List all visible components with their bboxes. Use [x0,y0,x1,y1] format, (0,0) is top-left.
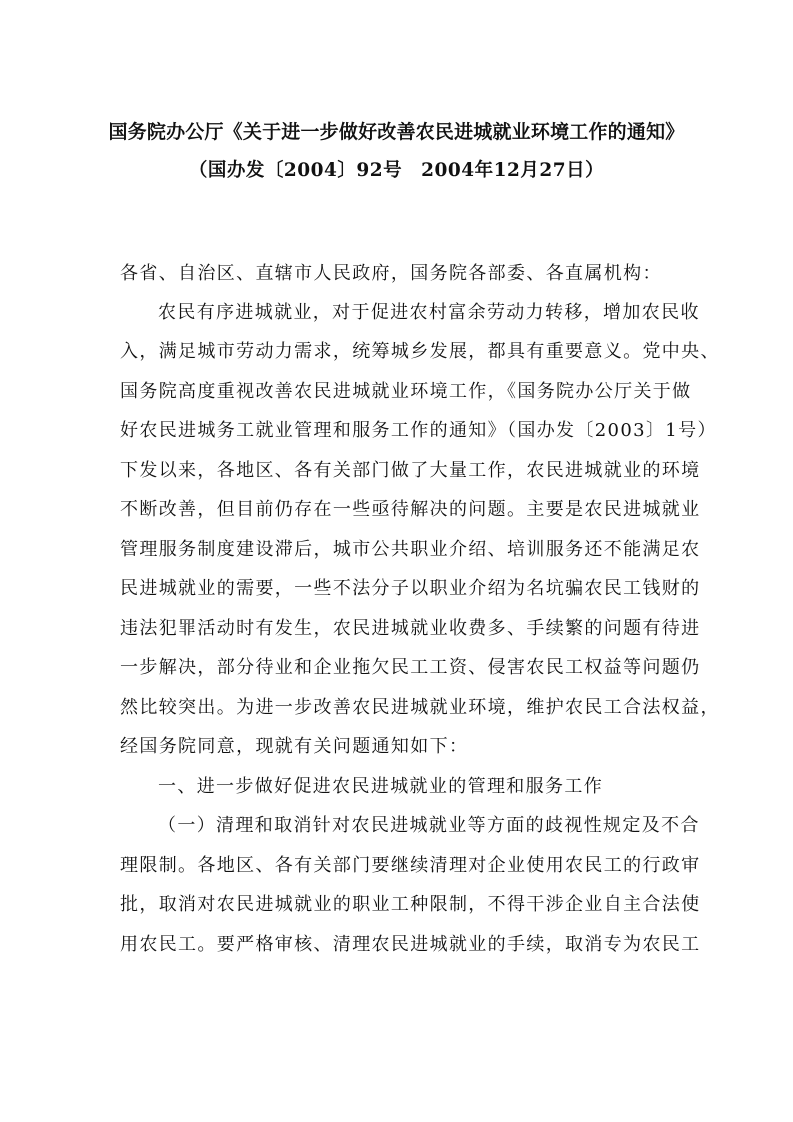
paragraph-line: 然比较突出。为进一步改善农民进城就业环境，维护农民工合法权益， [120,697,720,718]
paragraph-line: （一）清理和取消针对农民进城就业等方面的歧视性规定及不合 [158,815,700,836]
paragraph-line: 不断改善，但目前仍存在一些亟待解决的问题。主要是农民进城就业 [120,499,701,520]
paragraph-line: 民进城就业的需要，一些不法分子以职业介绍为名坑骗农民工钱财的 [120,578,701,599]
paragraph-line: 违法犯罪活动时有发生，农民进城就业收费多、手续繁的问题有待进 [120,618,701,639]
paragraph-line: 用农民工。要严格审核、清理农民进城就业的手续，取消专为农民工 [120,934,701,955]
document-subtitle: （国办发〔2004〕92号 2004年12月27日） [188,160,605,181]
document-title: 国务院办公厅《关于进一步做好改善农民进城就业环境工作的通知》 [108,121,685,143]
paragraph-line: 好农民进城务工就业管理和服务工作的通知》（国办发〔2003〕1号） [120,420,717,441]
salutation: 各省、自治区、直辖市人民政府，国务院各部委、各直属机构： [120,263,662,284]
paragraph-line: 批，取消对农民进城就业的职业工种限制，不得干涉企业自主合法使 [120,894,701,915]
paragraph-line: 经国务院同意，现就有关问题通知如下： [120,736,469,757]
paragraph-line: 下发以来，各地区、各有关部门做了大量工作，农民进城就业的环境 [120,460,701,481]
paragraph-line: 管理服务制度建设滞后，城市公共职业介绍、培训服务还不能满足农 [120,539,701,560]
paragraph-line: 理限制。各地区、各有关部门要继续清理对企业使用农民工的行政审 [120,855,701,876]
paragraph-line: 一步解决，部分待业和企业拖欠民工工资、侵害农民工权益等问题仍 [120,657,701,678]
paragraph-line: 农民有序进城就业，对于促进农村富余劳动力转移，增加农民收 [158,302,700,323]
section-heading: 一、进一步做好促进农民进城就业的管理和服务工作 [158,776,604,797]
paragraph-line: 国务院高度重视改善农民进城就业环境工作，《国务院办公厅关于做 [120,381,692,402]
paragraph-line: 入，满足城市劳动力需求，统筹城乡发展，都具有重要意义。党中央、 [120,341,720,362]
